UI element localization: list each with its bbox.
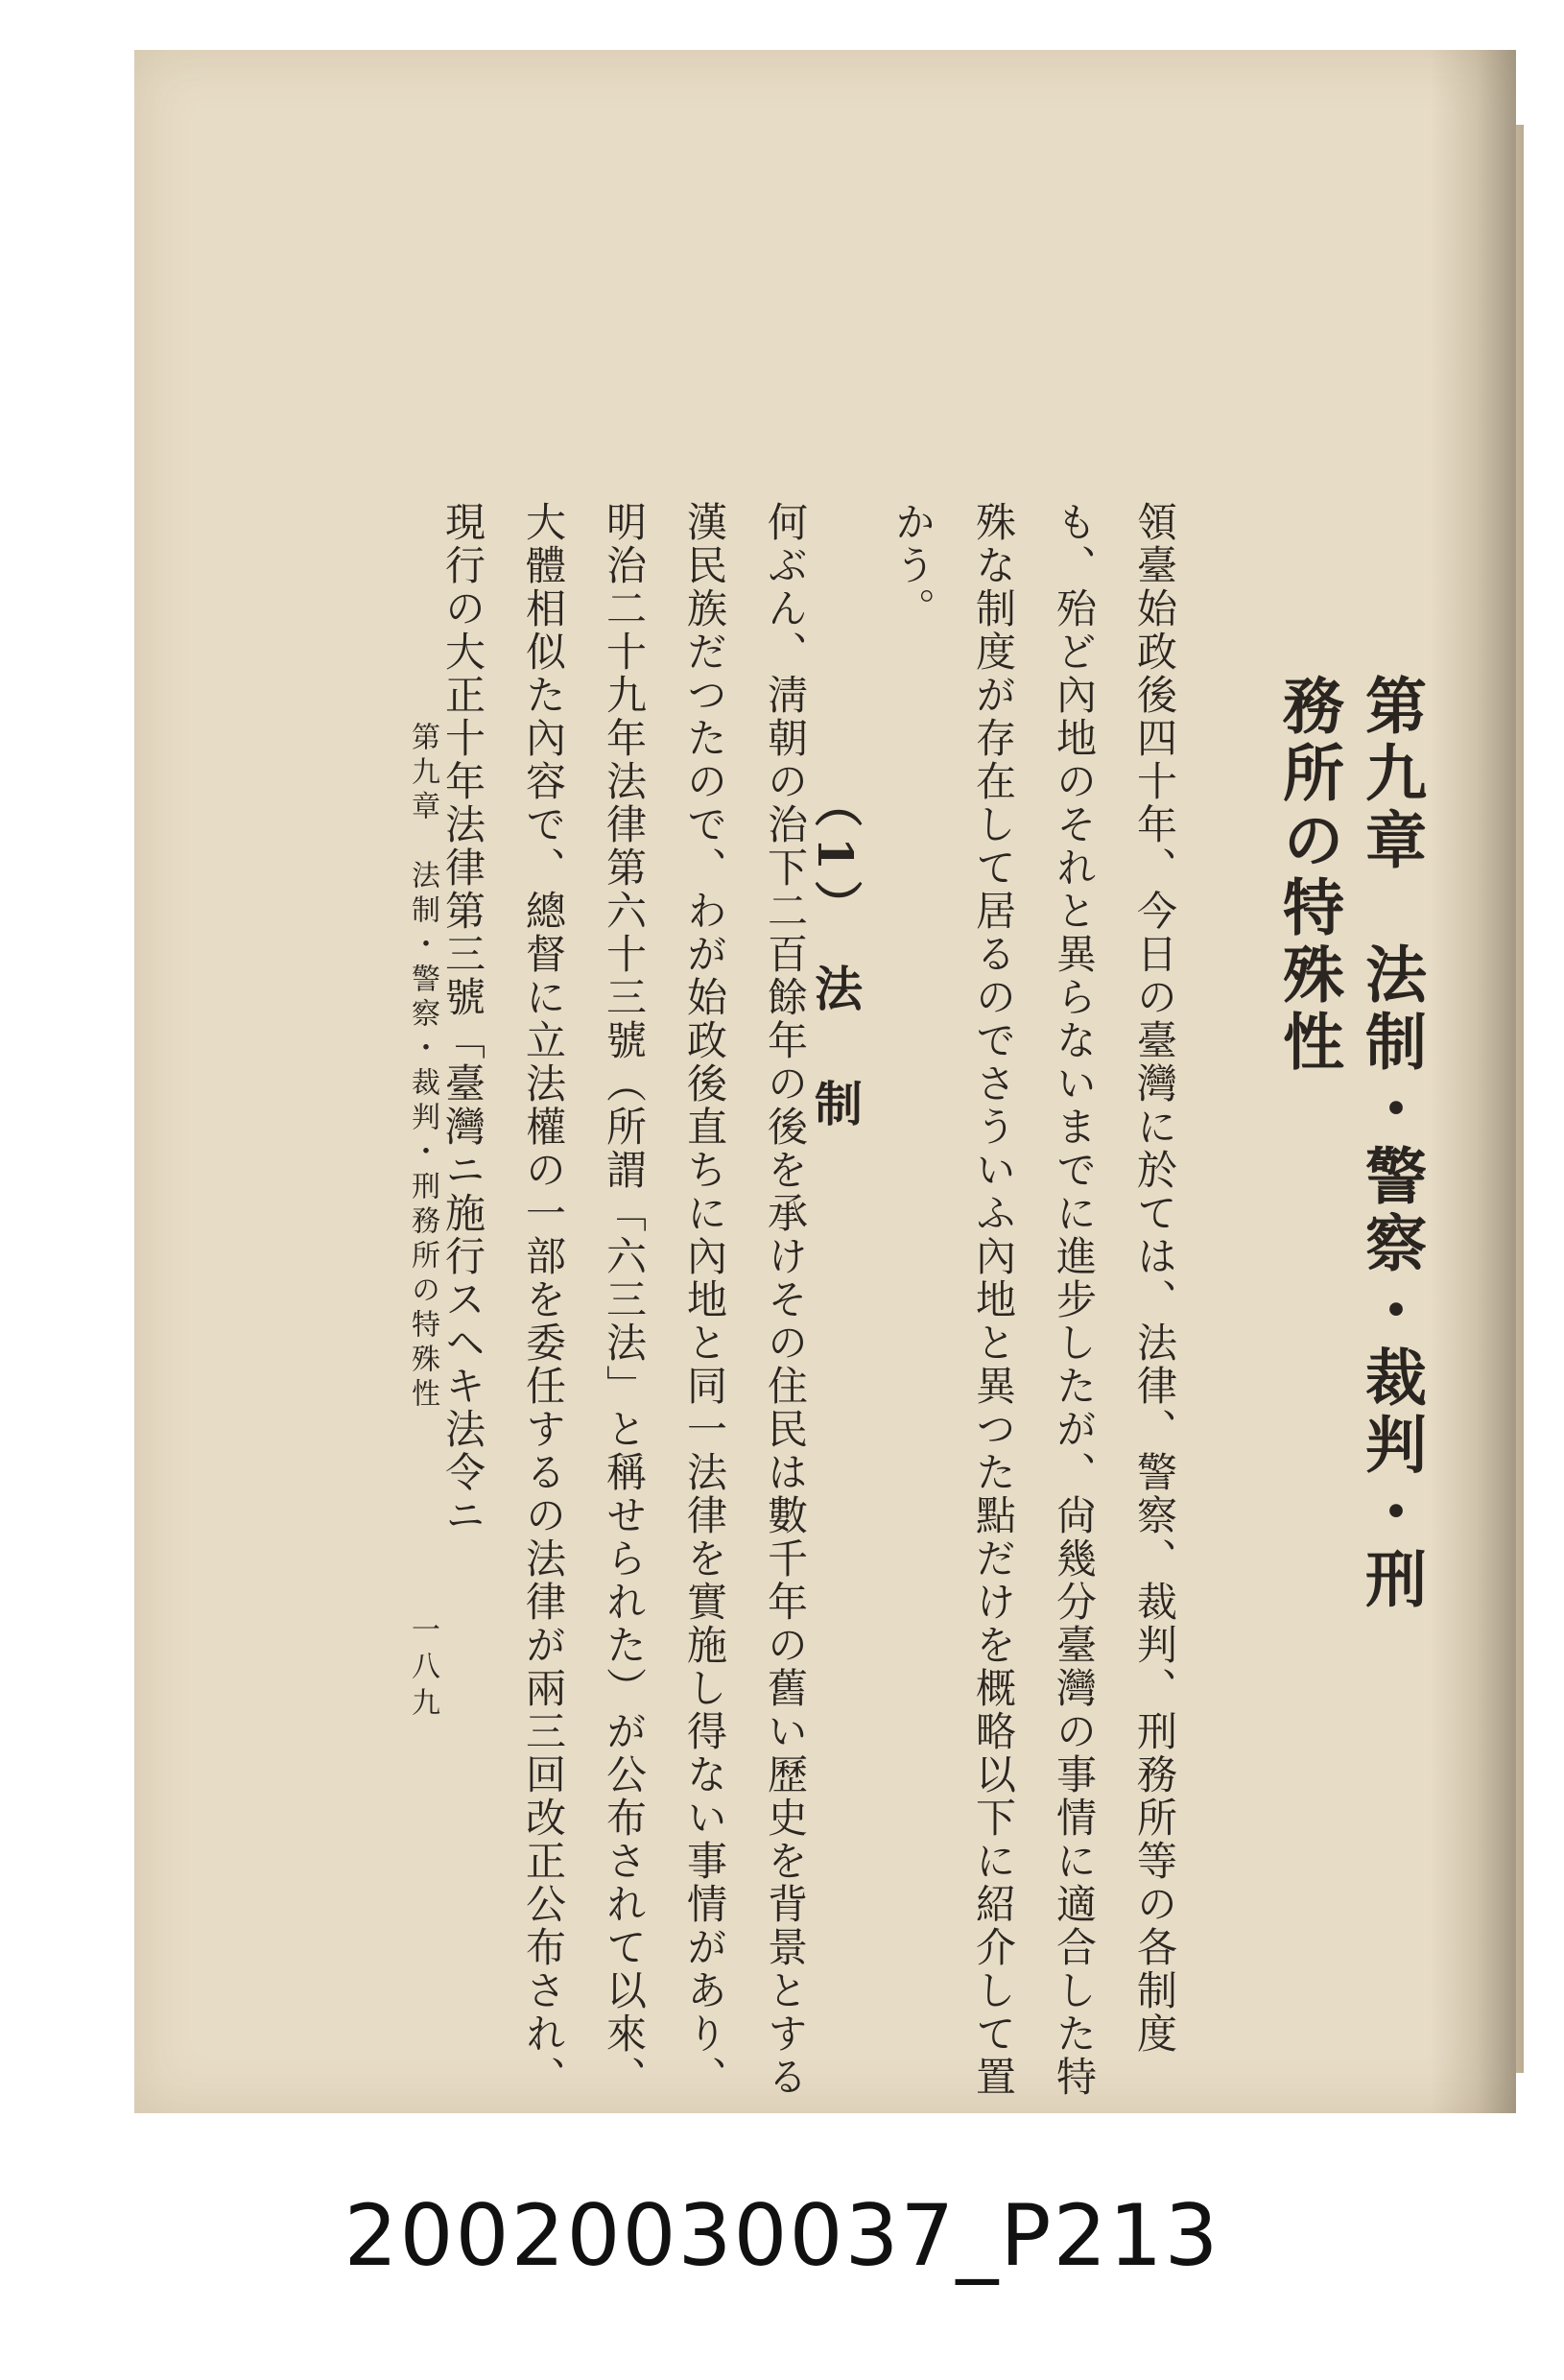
section-heading: （1） 法 制 xyxy=(807,779,864,1137)
chapter-number: 第九章 xyxy=(1355,674,1426,875)
book-page xyxy=(134,50,1516,2113)
intro-paragraph: 領臺始政後四十年、今日の臺灣に於ては、法律、警察、裁判、刑務所等の各制度も、殆ど內地のそれと異らないまでに進步したが、尙幾分臺灣の事情に適合した特殊な制度が存在して居るのでさういふ內地と異つた點だけを概略以下に紹介して置かう。 xyxy=(889,501,1178,2099)
chapter-title xyxy=(1267,674,1432,1633)
chapter-title-text: 法制・警察・裁判・刑務所の特殊性 xyxy=(1272,674,1426,1614)
running-head: 第九章 法制・警察・裁判・刑務所の特殊性 xyxy=(406,722,439,1413)
archive-id-label: 20020030037_P213 xyxy=(344,2186,1220,2285)
section-paragraph: 何ぶん、淸朝の治下二百餘年の後を承けその住民は數千年の舊い歷史を背景とする漢民族だつたので、わが始政後直ちに內地と同一法律を實施し得ない事情があり、明治二十九年法律第六十三號（所謂「六三法」と稱せられた）が公布されて以來、大體相似た內容で、總督に立法權の一部を委任するの法律が兩三回改正公布され、現行の大正十年法律第三號「臺灣ニ施行スヘキ法令ニ xyxy=(439,501,809,2099)
page-number: 一八九 xyxy=(406,1614,439,1724)
